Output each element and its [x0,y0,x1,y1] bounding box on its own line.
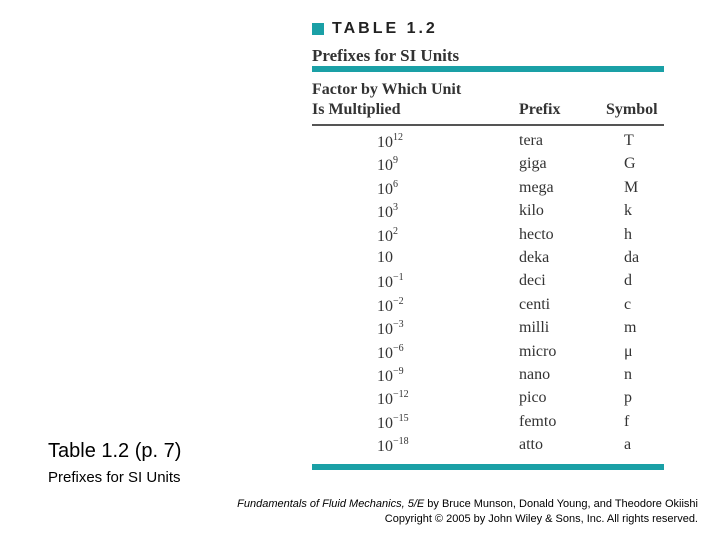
factor-base: 10 [377,248,393,266]
prefix-cell: deci [519,272,546,290]
footer [237,497,698,527]
factor-exponent: −1 [393,272,404,284]
prefix-cell: nano [519,365,551,383]
factor-cell [377,319,404,339]
table-row [312,389,664,412]
factor-cell [377,202,398,222]
symbol-cell: d [624,272,632,290]
symbol-cell: G [624,155,636,173]
slide-caption [48,440,181,486]
table-tag-label: TABLE 1.2 [332,20,438,37]
factor-base: 10 [377,297,393,315]
prefix-cell: atto [519,436,543,454]
table-row [312,249,664,272]
factor-base: 10 [377,204,393,222]
footer-copyright: Copyright © 2005 by John Wiley & Sons, Inc. All rights reserved. [384,513,698,525]
factor-exponent: −3 [393,319,404,331]
factor-base: 10 [377,367,393,385]
prefix-cell: pico [519,389,547,407]
prefix-cell: centi [519,295,551,313]
prefix-column-header: Prefix [519,101,561,118]
table-row [312,343,664,366]
symbol-cell: p [624,389,632,407]
factor-header-line1: Factor by Which Unit [312,81,462,98]
factor-base: 10 [377,180,393,198]
factor-exponent: −6 [393,342,404,354]
factor-cell [377,296,404,316]
factor-base: 10 [377,274,393,292]
factor-cell [377,272,404,292]
factor-exponent: 9 [393,155,398,167]
factor-exponent: −18 [393,436,409,448]
prefix-cell: tera [519,132,543,149]
factor-column-header [312,80,512,120]
factor-cell [377,389,409,409]
factor-exponent: 2 [393,225,398,237]
table-row [312,436,664,459]
factor-cell [377,226,398,246]
table-header [312,20,664,66]
factor-cell [377,413,409,433]
factor-base: 10 [377,391,393,409]
symbol-cell: f [624,412,630,430]
prefix-cell: mega [519,178,554,196]
table-tag [312,20,664,38]
prefix-cell: deka [519,248,550,266]
square-bullet-icon [312,23,324,35]
table-row [312,272,664,295]
factor-exponent: −9 [393,365,404,377]
symbol-cell: μ [624,342,633,360]
symbol-cell: M [624,178,639,196]
caption-subtitle: Prefixes for SI Units [48,469,181,486]
table-subtitle: Prefixes for SI Units [312,46,460,65]
factor-exponent: 12 [393,132,403,143]
factor-header-line2: Is Multiplied [312,101,401,118]
table-row [312,296,664,319]
factor-base: 10 [377,438,393,456]
top-accent-bar [312,66,664,72]
factor-cell [377,436,409,456]
book-title: Fundamentals of Fluid Mechanics, 5/E [237,498,425,510]
symbol-cell: c [624,295,632,313]
table-row [312,226,664,249]
symbol-cell: m [624,319,637,337]
footer-credit [237,497,698,512]
factor-base: 10 [377,344,393,362]
symbol-cell: h [624,225,632,243]
factor-cell [377,132,403,152]
factor-base: 10 [377,227,393,245]
prefix-cell: hecto [519,225,554,243]
table-row [312,155,664,178]
table-row [312,202,664,225]
header-rule [312,124,664,126]
prefix-cell: kilo [519,202,544,220]
table-row [312,319,664,342]
symbol-cell: a [624,436,632,454]
book-authors: by Bruce Munson, Donald Young, and Theodore Okiishi [424,498,698,510]
prefix-cell: femto [519,412,557,430]
caption-title: Table 1.2 (p. 7) [48,440,182,462]
factor-cell [377,343,404,363]
bottom-accent-bar [312,464,664,470]
table-row [312,179,664,202]
factor-exponent: 6 [393,178,398,190]
table-row [312,413,664,436]
prefix-cell: giga [519,155,547,173]
factor-cell [377,249,393,267]
symbol-cell: da [624,248,640,266]
factor-base: 10 [377,414,393,432]
factor-base: 10 [377,157,393,175]
factor-base: 10 [377,134,393,151]
factor-cell [377,179,398,199]
symbol-cell: k [624,202,632,220]
symbol-column-header: Symbol [606,101,658,118]
factor-exponent: −2 [393,295,404,307]
prefix-cell: milli [519,319,550,337]
symbol-cell: T [624,132,634,149]
factor-base: 10 [377,321,393,339]
table-row [312,132,664,155]
factor-cell [377,366,404,386]
table-row [312,366,664,389]
factor-exponent: −12 [393,389,409,401]
factor-exponent: −15 [393,412,409,424]
prefix-cell: micro [519,342,557,360]
table-body [312,132,664,459]
factor-exponent: 3 [393,202,398,214]
symbol-cell: n [624,365,632,383]
factor-cell [377,155,398,175]
